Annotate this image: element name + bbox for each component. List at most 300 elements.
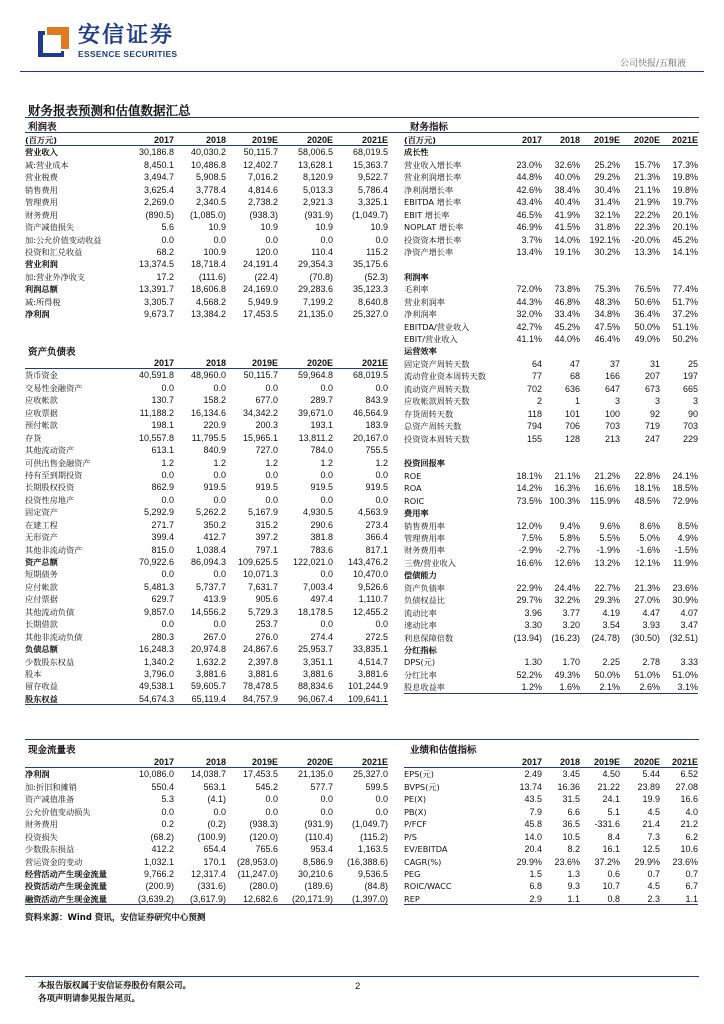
- cell-value: 5,481.3: [143, 581, 174, 592]
- table-row: [404, 520, 698, 532]
- cell-value: 399.4: [151, 532, 174, 543]
- cell-value: [620, 507, 660, 519]
- cell-value: 21.9%: [634, 197, 660, 208]
- cell-value: 0.0: [375, 234, 388, 245]
- cell-value: 24.1%: [672, 470, 698, 481]
- cell-value: 24.4%: [554, 582, 580, 593]
- row-label: 营业利润增长率: [404, 172, 462, 183]
- cell-value: 0.0: [265, 234, 278, 245]
- cell-value: 16.1: [602, 844, 620, 855]
- cell-value: 77.4%: [672, 284, 698, 295]
- table-row: [404, 806, 698, 818]
- cell-value: 4.19: [602, 607, 620, 618]
- cell-value: [580, 345, 620, 357]
- cell-value: 21.4: [642, 819, 660, 830]
- row-label: 营业利润: [25, 259, 58, 270]
- table-row: [25, 296, 388, 308]
- cell-value: 0.0: [320, 569, 333, 580]
- cell-value: [660, 258, 698, 270]
- cell-value: [542, 345, 580, 357]
- cell-value: 41.9%: [554, 209, 580, 220]
- cell-value: 3,494.7: [143, 172, 174, 183]
- cell-value: 0.0: [265, 806, 278, 817]
- cell-value: 706: [564, 421, 580, 432]
- table-header-row: [25, 134, 388, 146]
- cell-value: 100: [604, 408, 620, 419]
- table-row: [25, 369, 388, 381]
- row-label: 财务费用率: [404, 545, 445, 556]
- cell-value: [504, 258, 542, 270]
- column-header-year: 2020E: [306, 757, 333, 767]
- cell-value: 50,115.7: [243, 147, 278, 158]
- cell-value: 0.0: [320, 494, 333, 505]
- cell-value: 10,486.8: [190, 159, 226, 170]
- row-label: 总资产周转天数: [404, 421, 462, 432]
- cell-value: 46.5%: [516, 209, 542, 220]
- cell-value: 10,557.8: [138, 432, 174, 443]
- table-row: [404, 420, 698, 432]
- row-label: 净资产增长率: [404, 246, 454, 257]
- table-row: [404, 171, 698, 183]
- cell-value: 10.9: [260, 222, 278, 233]
- cell-value: 1,340.2: [143, 656, 174, 667]
- cell-value: 665: [682, 383, 698, 394]
- cell-value: 50.0%: [634, 321, 660, 332]
- cell-value: 3.33: [680, 657, 698, 668]
- cell-value: 315.2: [255, 519, 278, 530]
- cell-value: 0.0: [375, 494, 388, 505]
- cell-value: 0.0: [161, 494, 174, 505]
- column-header-year: 2021E: [671, 135, 698, 145]
- row-label: 融资活动产生现金流量: [25, 893, 107, 904]
- cell-value: 45.2%: [554, 321, 580, 332]
- cell-value: 1.5: [529, 868, 542, 879]
- cell-value: 794: [526, 421, 542, 432]
- cell-value: [580, 271, 620, 283]
- row-label: 股本: [25, 668, 42, 679]
- cell-value: [660, 146, 698, 158]
- row-label: P/FCF: [404, 819, 427, 830]
- cell-value: 3.77: [562, 607, 580, 618]
- cell-value: 20.1%: [672, 222, 698, 233]
- cell-value: (22.4): [254, 271, 278, 282]
- cell-value: 280.3: [151, 631, 174, 642]
- row-label: 在建工程: [25, 519, 58, 530]
- cell-value: (938.3): [249, 209, 278, 220]
- column-header-year: 2018: [205, 757, 226, 767]
- table-row: [404, 308, 698, 320]
- cell-value: 6.8: [529, 881, 542, 892]
- cell-value: (331.6): [197, 881, 226, 892]
- cell-value: 16,248.3: [138, 644, 174, 655]
- cell-value: 673: [644, 383, 660, 394]
- cell-value: 183.9: [365, 420, 388, 431]
- cell-value: [542, 258, 580, 270]
- column-header-year: 2020E: [633, 135, 660, 145]
- cell-value: 253.7: [255, 619, 278, 630]
- cell-value: 10.5: [562, 831, 580, 842]
- cell-value: 1,163.5: [357, 844, 388, 855]
- table-row: [25, 407, 388, 419]
- row-label: 净利润: [25, 309, 50, 320]
- column-header-year: 2020E: [633, 757, 660, 767]
- cell-value: 100.9: [203, 246, 226, 257]
- table-row: [25, 494, 388, 506]
- cell-value: [580, 258, 620, 270]
- cell-value: 1.1: [567, 893, 580, 904]
- cell-value: 51.1%: [672, 321, 698, 332]
- cell-value: 12,317.4: [190, 868, 226, 879]
- cell-value: (1,085.0): [189, 209, 226, 220]
- cell-value: 0.6: [607, 868, 620, 879]
- income-title: 利润表: [28, 122, 57, 133]
- cell-value: 6.2: [685, 831, 698, 842]
- row-label: ROA: [404, 483, 422, 494]
- cell-value: (3,617.9): [189, 893, 226, 904]
- cell-value: 0.0: [320, 794, 333, 805]
- cell-value: 96,067.4: [297, 693, 333, 704]
- cell-value: 3: [692, 396, 698, 407]
- header-divider: [20, 71, 704, 72]
- cell-value: 30.2%: [594, 246, 620, 257]
- table-row: [25, 643, 388, 655]
- cell-value: [660, 507, 698, 519]
- cell-value: 18,718.4: [190, 259, 226, 270]
- cell-value: 0.0: [213, 469, 226, 480]
- cell-value: (4.1): [207, 794, 226, 805]
- row-label: 经营活动产生现金流量: [25, 868, 107, 879]
- cell-value: 5,292.9: [143, 507, 174, 518]
- cell-value: 92: [649, 408, 660, 419]
- cell-value: 16.3%: [554, 483, 580, 494]
- cell-value: (20,171.9): [291, 893, 333, 904]
- table-row: [25, 781, 388, 793]
- table-row: [25, 234, 388, 246]
- table-row: [25, 868, 388, 880]
- column-header-year: 2018: [205, 358, 226, 368]
- cell-value: 843.9: [365, 395, 388, 406]
- cell-value: [504, 569, 542, 581]
- cell-value: 51.7%: [672, 296, 698, 307]
- cell-value: [620, 271, 660, 283]
- cell-value: 9.6%: [599, 520, 620, 531]
- table-row: [25, 469, 388, 481]
- cell-value: 3.96: [524, 607, 542, 618]
- cell-value: 22.9%: [516, 582, 542, 593]
- table-row: [25, 831, 388, 843]
- row-label: 加:折旧和摊销: [25, 781, 77, 792]
- cell-value: 3.93: [642, 620, 660, 631]
- cell-value: 59,964.8: [297, 370, 333, 381]
- cell-value: 25: [687, 358, 698, 369]
- cell-value: -1.9%: [596, 545, 620, 556]
- cell-value: 3.30: [524, 620, 542, 631]
- cell-value: (115.2): [360, 831, 388, 842]
- cell-value: 0.0: [213, 806, 226, 817]
- cell-value: 5.8%: [559, 533, 580, 543]
- row-label: 利润总额: [25, 284, 58, 295]
- cell-value: 412.7: [203, 532, 226, 543]
- cell-value: 40,591.8: [138, 370, 174, 381]
- row-label: 营业收入: [25, 147, 58, 158]
- cell-value: 68: [569, 371, 580, 382]
- cashflow-table: [25, 756, 388, 905]
- cell-value: 47.5%: [594, 321, 620, 332]
- row-label: EBIT 增长率: [404, 209, 450, 220]
- cell-value: 48,960.0: [190, 370, 226, 381]
- cell-value: 31.5: [562, 794, 580, 805]
- cell-value: 577.7: [310, 781, 333, 792]
- cell-value: 21,135.0: [297, 309, 333, 320]
- row-label: 应收帐款: [25, 395, 58, 406]
- cell-value: 1.70: [562, 657, 580, 668]
- cell-value: 32.2%: [554, 595, 580, 606]
- table-row: [404, 644, 698, 656]
- cell-value: 13.2%: [594, 557, 620, 568]
- cell-value: 3.45: [562, 769, 580, 780]
- cell-value: 0.0: [320, 619, 333, 630]
- cell-value: 599.5: [365, 781, 388, 792]
- row-label: 交易性金融资产: [25, 382, 83, 393]
- cell-value: 100.3%: [549, 495, 580, 506]
- cell-value: 4,930.5: [302, 507, 333, 518]
- table-row: [404, 768, 698, 780]
- cell-value: (1,049.7): [351, 819, 388, 830]
- cell-value: 31.4%: [594, 197, 620, 208]
- cell-value: 5.5%: [599, 533, 620, 543]
- cell-value: (30.50): [631, 632, 660, 643]
- cell-value: 10.7: [602, 881, 620, 892]
- row-label: 固定资产周转天数: [404, 358, 470, 369]
- row-label: ROE: [404, 470, 422, 481]
- cell-value: 290.6: [310, 519, 333, 530]
- cell-value: 43.4%: [516, 197, 542, 208]
- cell-value: 274.4: [310, 631, 333, 642]
- cell-value: 272.5: [365, 631, 388, 642]
- table-row: [404, 408, 698, 420]
- cell-value: 1.30: [524, 657, 542, 668]
- cell-value: 30,186.8: [138, 147, 174, 158]
- cell-value: 19.7%: [672, 197, 698, 208]
- cell-value: 19.9: [642, 794, 660, 805]
- cell-value: 29.9%: [516, 856, 542, 867]
- cell-value: 0.2: [161, 819, 174, 830]
- cell-value: 5,908.5: [195, 172, 226, 183]
- cell-value: 13.74: [519, 781, 542, 792]
- row-label: CAGR(%): [404, 856, 442, 867]
- cell-value: 155: [526, 433, 542, 444]
- row-label: 固定资产: [25, 507, 58, 518]
- cell-value: 9.3: [567, 881, 580, 892]
- cell-value: 9.4%: [559, 520, 580, 531]
- cell-value: 200.3: [255, 420, 278, 431]
- cell-value: [620, 644, 660, 656]
- row-label: 加:营业外净收支: [25, 271, 86, 282]
- table-row: [25, 394, 388, 406]
- cell-value: 17,453.5: [242, 309, 278, 320]
- cell-value: 36.4%: [634, 309, 660, 320]
- table-row: [25, 159, 388, 171]
- cell-value: 5,013.3: [302, 184, 333, 195]
- row-label: EV/EBITDA: [404, 844, 448, 855]
- cell-value: 6.6: [567, 806, 580, 817]
- cell-value: 29.2%: [594, 172, 620, 183]
- cell-value: 52.2%: [516, 669, 542, 680]
- table-row: [404, 370, 698, 382]
- cell-value: [620, 457, 660, 469]
- column-header-year: 2017: [153, 757, 174, 767]
- cell-value: 0.0: [375, 382, 388, 393]
- cell-value: 72.9%: [672, 495, 698, 506]
- cell-value: 32.1%: [594, 209, 620, 220]
- cell-value: 719: [644, 421, 660, 432]
- cell-value: (100.9): [197, 831, 226, 842]
- table-row: [25, 519, 388, 531]
- cell-value: 90: [687, 408, 698, 419]
- table-row: [25, 793, 388, 805]
- cell-value: (52.3): [364, 271, 388, 282]
- cell-value: 3.7%: [521, 234, 542, 245]
- table-row: [25, 444, 388, 456]
- cell-value: 13,384.2: [190, 309, 226, 320]
- cell-value: 25,327.0: [352, 769, 388, 780]
- cell-value: 10.9: [315, 222, 333, 233]
- row-label: 应付票据: [25, 594, 58, 605]
- ratios-title: 财务指标: [410, 122, 449, 133]
- row-label: EBITDA 增长率: [404, 197, 462, 208]
- cell-value: 43.5: [524, 794, 542, 805]
- cell-value: 18.1%: [516, 470, 542, 481]
- table-row: [404, 681, 698, 693]
- cell-value: 70,922.6: [138, 557, 174, 567]
- row-label: 流动营业资本周转天数: [404, 371, 486, 382]
- cell-value: 7.9: [529, 806, 542, 817]
- cell-value: 109,641.1: [347, 693, 388, 704]
- section-divider: [25, 739, 699, 740]
- cell-value: 5.6: [161, 222, 174, 233]
- row-label: 营运资金的变动: [25, 856, 83, 867]
- cell-value: 11.9%: [673, 557, 698, 568]
- cell-value: 10.9: [208, 222, 226, 233]
- cell-value: 7,016.2: [247, 172, 278, 183]
- cell-value: 13,391.7: [138, 284, 174, 295]
- cell-value: 10.6: [680, 844, 698, 855]
- cell-value: 14.1%: [672, 246, 698, 257]
- table-row: [404, 457, 698, 469]
- cell-value: 23.6%: [672, 856, 698, 867]
- report-type: 公司快报/五粮液: [619, 59, 686, 69]
- cell-value: 276.0: [255, 631, 278, 642]
- logo-mark-icon: [38, 25, 72, 59]
- cell-value: 817.1: [365, 544, 388, 555]
- cell-value: 14.2%: [516, 483, 542, 494]
- table-row: [25, 880, 388, 892]
- cell-value: 3.47: [680, 620, 698, 631]
- cell-value: 40.4%: [554, 197, 580, 208]
- row-label: EBIT/营业收入: [404, 334, 458, 344]
- cell-value: 3: [614, 396, 620, 407]
- cell-value: 12.6%: [554, 557, 580, 568]
- cell-value: 6.52: [680, 769, 698, 780]
- table-row: [25, 258, 388, 270]
- cell-value: 953.4: [310, 844, 333, 855]
- cell-value: 1.2: [375, 457, 388, 468]
- cell-value: 20.1%: [672, 209, 698, 220]
- cell-value: 17.2: [156, 271, 174, 282]
- row-label: 其他非流动负债: [25, 631, 83, 642]
- cell-value: 84,757.9: [242, 693, 278, 704]
- row-label: 应付帐款: [25, 581, 58, 592]
- table-row: [404, 582, 698, 594]
- table-row: [404, 544, 698, 556]
- cell-value: 2.25: [602, 657, 620, 668]
- cell-value: 50.6%: [634, 296, 660, 307]
- table-header-row: [25, 357, 388, 369]
- cell-value: 919.5: [203, 482, 226, 493]
- cell-value: 2,269.0: [143, 197, 174, 208]
- table-row: [404, 619, 698, 631]
- cell-value: 0.0: [161, 469, 174, 480]
- column-header-year: 2018: [205, 135, 226, 145]
- cell-value: 25.2%: [594, 159, 620, 170]
- cell-value: 5,949.9: [247, 296, 278, 307]
- column-header-label: [404, 756, 504, 767]
- cell-value: [580, 644, 620, 656]
- row-label: 少数股东权益: [25, 656, 75, 667]
- table-row: [25, 506, 388, 518]
- cell-value: 18,178.5: [297, 606, 333, 617]
- row-label: 负债总额: [25, 644, 58, 655]
- cell-value: 4,514.7: [357, 656, 388, 667]
- cell-value: 58,006.5: [297, 147, 333, 158]
- cell-value: 2,397.8: [247, 656, 278, 667]
- column-header-year: 2019E: [593, 757, 620, 767]
- cell-value: [620, 569, 660, 581]
- cell-value: 13.3%: [634, 246, 660, 257]
- table-row: [404, 234, 698, 246]
- row-label: 财务费用: [25, 819, 58, 830]
- cell-value: 4.9%: [677, 533, 698, 543]
- cell-value: 14.0: [524, 831, 542, 842]
- row-label: 投资和汇兑收益: [25, 246, 83, 257]
- cell-value: 24,169.0: [242, 284, 278, 295]
- row-label: NOPLAT 增长率: [404, 222, 464, 233]
- row-label: 财务费用: [25, 209, 58, 220]
- row-label: REP: [404, 893, 420, 904]
- cell-value: -2.9%: [518, 545, 542, 556]
- column-header-year: 2019E: [251, 135, 278, 145]
- cell-value: 3,881.6: [195, 668, 226, 679]
- cell-value: 207: [644, 371, 660, 382]
- cell-value: 2: [536, 396, 542, 407]
- cell-value: 22.2%: [634, 209, 660, 220]
- row-label: 速动比率: [404, 620, 437, 631]
- cell-value: 677.0: [255, 395, 278, 406]
- cell-value: 10,470.0: [352, 569, 388, 580]
- cell-value: 130.7: [151, 395, 174, 406]
- cell-value: 0.7: [647, 868, 660, 879]
- cell-value: (110.4): [305, 831, 333, 842]
- cell-value: (938.3): [249, 819, 278, 830]
- row-label: 利息保障倍数: [404, 632, 454, 643]
- table-header-row: [25, 756, 388, 768]
- cell-value: 21.1%: [554, 470, 580, 481]
- table-row: [25, 606, 388, 618]
- row-label: 营业收入增长率: [404, 159, 462, 170]
- column-header-year: 2017: [521, 757, 542, 767]
- table-row: [25, 593, 388, 605]
- table-row: [25, 668, 388, 680]
